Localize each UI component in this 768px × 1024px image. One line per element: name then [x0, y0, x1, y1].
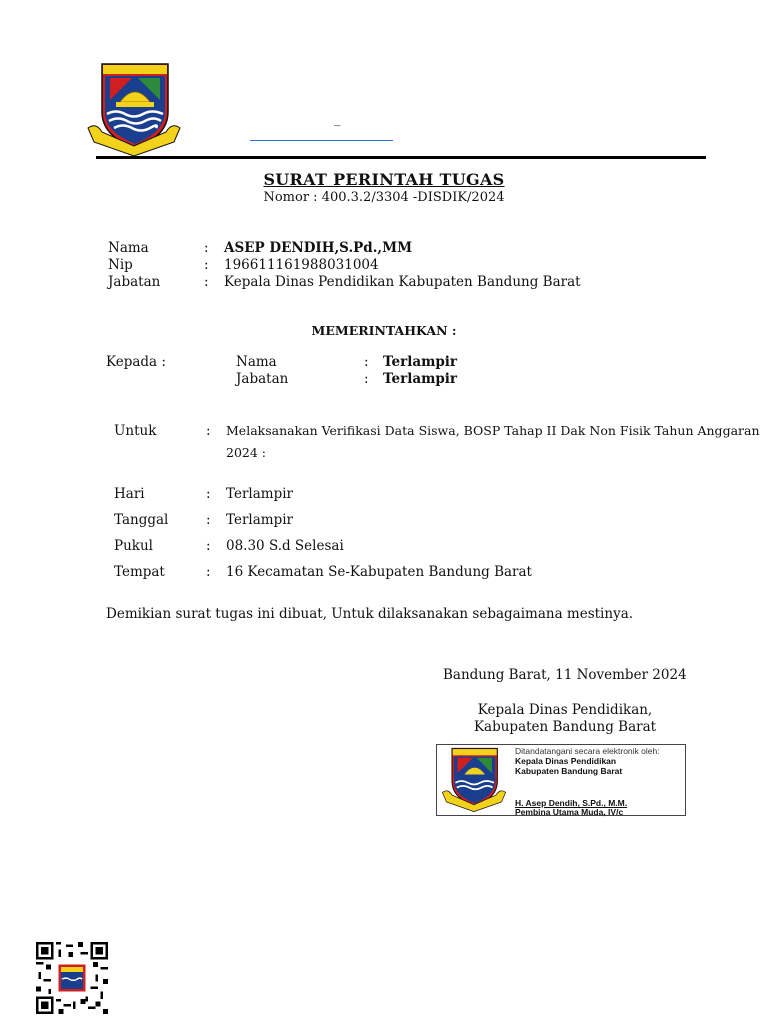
order-heading: MEMERINTAHKAN :: [311, 323, 457, 338]
letter-title: SURAT PERINTAH TUGAS: [263, 170, 505, 189]
purpose-line-2: 2024 :: [226, 445, 266, 460]
kbb-logo: [86, 62, 182, 158]
issuer-nip-colon: :: [204, 257, 209, 273]
issuer-nip-label: Nip: [108, 257, 133, 273]
day-value: Terlampir: [226, 486, 293, 502]
signature-role-line-2: Kabupaten Bandung Barat: [473, 719, 657, 735]
qr-code: [36, 942, 108, 1014]
header-dash: _: [334, 112, 341, 127]
date-colon: :: [206, 512, 211, 528]
place-label: Tempat: [114, 564, 165, 580]
time-colon: :: [206, 538, 211, 554]
recipient-name-value: Terlampir: [383, 354, 458, 370]
time-label: Pukul: [114, 538, 153, 554]
issuer-position-label: Jabatan: [108, 274, 161, 290]
recipient-name-colon: :: [364, 354, 369, 370]
purpose-line-1: Melaksanakan Verifikasi Data Siswa, BOSP Tahap II Dak Non Fisik Tahun Anggaran: [226, 423, 760, 438]
closing-statement: Demikian surat tugas ini dibuat, Untuk dilaksanakan sebagaimana mestinya.: [106, 606, 634, 622]
kbb-logo-small: [441, 747, 507, 813]
esign-note: Ditandatangani secara elektronik oleh:: [515, 746, 660, 756]
date-value: Terlampir: [226, 512, 293, 528]
issuer-name-value: ASEP DENDIH,S.Pd.,MM: [224, 240, 413, 256]
esign-role-2: Kabupaten Bandung Barat: [515, 766, 623, 776]
esign-role-1: Kepala Dinas Pendidikan: [515, 756, 617, 766]
place-colon: :: [206, 564, 211, 580]
date-label: Tanggal: [114, 512, 169, 528]
electronic-signature-box: [436, 744, 686, 816]
time-value: 08.30 S.d Selesai: [226, 538, 344, 554]
letter-number: Nomor : 400.3.2/3304 -DISDIK/2024: [263, 190, 505, 205]
recipient-label: Kepada :: [106, 354, 166, 370]
day-label: Hari: [114, 486, 145, 502]
purpose-label: Untuk: [114, 423, 157, 439]
recipient-position-label: Jabatan: [236, 371, 289, 387]
issuer-position-value: Kepala Dinas Pendidikan Kabupaten Bandung Barat: [224, 274, 581, 290]
recipient-name-label: Nama: [236, 354, 277, 370]
signature-role-line-1: Kepala Dinas Pendidikan,: [477, 702, 653, 718]
purpose-colon: :: [206, 423, 211, 439]
issuer-name-colon: :: [204, 240, 209, 256]
day-colon: :: [206, 486, 211, 502]
signature-place-date: Bandung Barat, 11 November 2024: [443, 667, 687, 683]
issuer-name-label: Nama: [108, 240, 149, 256]
esign-name: H. Asep Dendih, S.Pd., M.M.: [515, 798, 628, 808]
issuer-position-colon: :: [204, 274, 209, 290]
place-value: 16 Kecamatan Se-Kabupaten Bandung Barat: [226, 564, 532, 580]
recipient-position-colon: :: [364, 371, 369, 387]
header-link-underline: [250, 140, 393, 141]
header-rule: [96, 156, 706, 159]
recipient-position-value: Terlampir: [383, 371, 458, 387]
issuer-nip-value: 196611161988031004: [224, 257, 379, 273]
esign-rank: Pembina Utama Muda, IV/c: [515, 807, 624, 817]
